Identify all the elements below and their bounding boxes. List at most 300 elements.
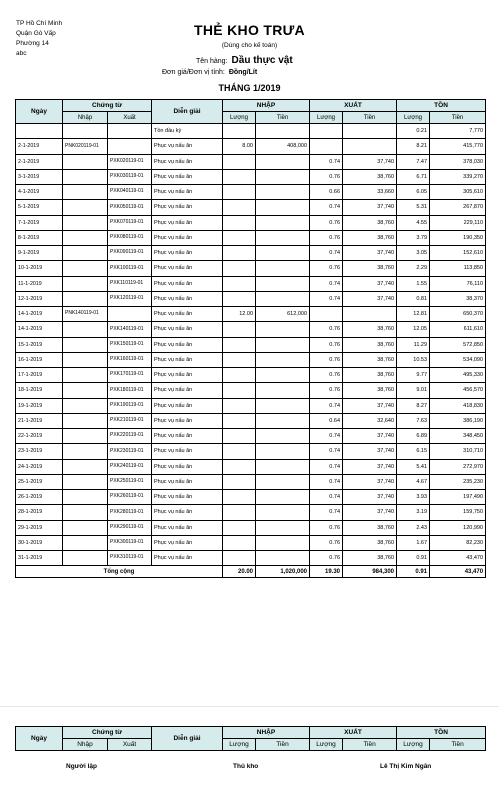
row-date: 14-1-2019 — [16, 322, 63, 337]
totals-export-amount: 984,300 — [343, 566, 397, 578]
row-import-amount — [256, 215, 310, 230]
row-balance-amount: 190,350 — [430, 230, 486, 245]
repeat-header-import-qty: Lượng — [223, 739, 256, 751]
row-import-voucher — [63, 383, 108, 398]
row-import-amount — [256, 398, 310, 413]
table-row — [16, 276, 486, 291]
period-month: THÁNG 1/2019 — [218, 83, 281, 93]
row-export-voucher: PXK170119-01 — [108, 368, 152, 383]
row-import-amount — [256, 535, 310, 550]
row-import-qty — [223, 215, 256, 230]
row-import-voucher — [63, 337, 108, 352]
row-balance-amount: 7,770 — [430, 124, 486, 139]
totals-row — [16, 566, 486, 578]
row-date: 2-1-2019 — [16, 139, 63, 154]
row-import-voucher — [63, 429, 108, 444]
row-date: 24-1-2019 — [16, 459, 63, 474]
row-date: 31-1-2019 — [16, 551, 63, 566]
row-import-voucher — [63, 490, 108, 505]
row-date: 8-1-2019 — [16, 230, 63, 245]
row-import-qty — [223, 429, 256, 444]
row-import-qty — [223, 474, 256, 489]
row-export-amount: 37,740 — [343, 444, 397, 459]
row-export-amount: 37,740 — [343, 398, 397, 413]
row-balance-amount: 418,830 — [430, 398, 486, 413]
row-date: 28-1-2019 — [16, 505, 63, 520]
totals-import-amount: 1,020,000 — [256, 566, 310, 578]
row-description: Phục vụ nấu ăn — [152, 398, 223, 413]
row-import-amount — [256, 337, 310, 352]
row-balance-amount: 378,030 — [430, 154, 486, 169]
row-balance-amount: 310,710 — [430, 444, 486, 459]
row-balance-amount: 113,850 — [430, 261, 486, 276]
row-balance-qty: 6.89 — [397, 429, 430, 444]
row-import-voucher — [63, 322, 108, 337]
document-subtitle: (Dùng cho kế toán) — [221, 42, 278, 49]
row-description: Phục vụ nấu ăn — [152, 139, 223, 154]
row-export-amount: 37,740 — [343, 200, 397, 215]
row-export-qty: 0.76 — [310, 215, 343, 230]
header-voucher-out: Xuất — [108, 112, 152, 124]
row-export-voucher: PXK070119-01 — [108, 215, 152, 230]
row-export-voucher: PXK240119-01 — [108, 459, 152, 474]
repeat-header-balance-amount: Tiền — [430, 739, 486, 751]
row-export-qty: 0.74 — [310, 459, 343, 474]
table-row — [16, 429, 486, 444]
row-import-voucher — [63, 413, 108, 428]
row-date: 4-1-2019 — [16, 185, 63, 200]
row-import-voucher — [63, 459, 108, 474]
row-export-amount: 38,760 — [343, 337, 397, 352]
row-export-voucher: PXK120119-01 — [108, 291, 152, 306]
row-import-voucher — [63, 398, 108, 413]
row-date: 11-1-2019 — [16, 276, 63, 291]
unit-line — [162, 69, 257, 76]
header-description: Diễn giải — [152, 100, 223, 124]
totals-label: Tổng cộng — [16, 566, 223, 578]
row-balance-qty: 3.05 — [397, 246, 430, 261]
row-description: Phục vụ nấu ăn — [152, 490, 223, 505]
table-row — [16, 474, 486, 489]
row-export-qty — [310, 139, 343, 154]
address-line-city: TP Hồ Chí Minh — [16, 20, 63, 27]
header-import-qty: Lượng — [223, 112, 256, 124]
row-balance-qty: 11.29 — [397, 337, 430, 352]
row-export-voucher — [108, 124, 152, 139]
row-export-voucher: PXK160119-01 — [108, 352, 152, 367]
row-import-voucher — [63, 261, 108, 276]
repeat-header-date: Ngày — [16, 727, 63, 751]
row-export-amount: 37,740 — [343, 459, 397, 474]
row-description: Phục vụ nấu ăn — [152, 474, 223, 489]
row-balance-amount: 339,270 — [430, 169, 486, 184]
row-export-qty — [310, 307, 343, 322]
row-import-voucher — [63, 520, 108, 535]
row-balance-amount: 82,230 — [430, 535, 486, 550]
repeated-header-table — [15, 726, 486, 751]
table-row — [16, 307, 486, 322]
row-description: Phục vụ nấu ăn — [152, 215, 223, 230]
row-balance-amount: 120,990 — [430, 520, 486, 535]
row-export-qty: 0.76 — [310, 368, 343, 383]
row-export-qty: 0.74 — [310, 154, 343, 169]
row-import-amount — [256, 230, 310, 245]
row-export-voucher: PXK300119-01 — [108, 535, 152, 550]
row-export-amount: 37,740 — [343, 429, 397, 444]
row-description: Phục vụ nấu ăn — [152, 444, 223, 459]
totals-export-qty: 19.30 — [310, 566, 343, 578]
row-import-voucher — [63, 124, 108, 139]
totals-import-qty: 20.00 — [223, 566, 256, 578]
row-import-voucher — [63, 474, 108, 489]
table-row — [16, 169, 486, 184]
row-export-qty: 0.76 — [310, 337, 343, 352]
row-balance-qty: 0.21 — [397, 124, 430, 139]
row-description: Phục vụ nấu ăn — [152, 246, 223, 261]
row-balance-qty: 6.71 — [397, 169, 430, 184]
row-description: Phục vụ nấu ăn — [152, 535, 223, 550]
table-row — [16, 246, 486, 261]
row-description: Phục vụ nấu ăn — [152, 383, 223, 398]
row-import-qty — [223, 230, 256, 245]
row-balance-qty: 7.47 — [397, 154, 430, 169]
row-export-qty: 0.76 — [310, 520, 343, 535]
row-import-qty — [223, 291, 256, 306]
row-export-qty: 0.64 — [310, 413, 343, 428]
repeat-header-voucher-in: Nhập — [63, 739, 108, 751]
row-export-amount: 33,660 — [343, 185, 397, 200]
row-date: 23-1-2019 — [16, 444, 63, 459]
row-export-qty: 0.76 — [310, 551, 343, 566]
row-import-voucher — [63, 230, 108, 245]
row-import-qty — [223, 551, 256, 566]
row-import-voucher — [63, 276, 108, 291]
table-row — [16, 505, 486, 520]
row-date: 3-1-2019 — [16, 169, 63, 184]
header-export-amount: Tiền — [343, 112, 397, 124]
row-import-qty — [223, 505, 256, 520]
header-import: NHẬP — [223, 100, 310, 112]
row-date: 17-1-2019 — [16, 368, 63, 383]
row-description: Phục vụ nấu ăn — [152, 368, 223, 383]
row-export-voucher: PXK250119-01 — [108, 474, 152, 489]
row-export-voucher: PXK040119-01 — [108, 185, 152, 200]
table-row — [16, 368, 486, 383]
row-export-amount: 38,760 — [343, 169, 397, 184]
unit-label: Đơn giá/Đơn vị tính: — [162, 69, 225, 76]
row-import-amount — [256, 368, 310, 383]
repeat-header-export-amount: Tiền — [343, 739, 397, 751]
totals-balance-qty: 0.91 — [397, 566, 430, 578]
row-import-qty — [223, 398, 256, 413]
row-import-amount — [256, 429, 310, 444]
row-export-qty: 0.76 — [310, 230, 343, 245]
row-import-qty — [223, 154, 256, 169]
header-voucher-in: Nhập — [63, 112, 108, 124]
row-import-voucher — [63, 215, 108, 230]
row-balance-amount: 197,490 — [430, 490, 486, 505]
row-export-voucher: PXK190119-01 — [108, 398, 152, 413]
row-export-amount: 37,740 — [343, 154, 397, 169]
repeat-header-import-amount: Tiền — [256, 739, 310, 751]
row-export-qty: 0.74 — [310, 276, 343, 291]
document-title: THẺ KHO TRƯA — [194, 22, 305, 38]
row-balance-amount: 386,190 — [430, 413, 486, 428]
row-export-qty: 0.74 — [310, 200, 343, 215]
page-divider — [0, 706, 499, 707]
table-row — [16, 459, 486, 474]
row-description: Phục vụ nấu ăn — [152, 169, 223, 184]
table-row — [16, 337, 486, 352]
row-import-voucher — [63, 551, 108, 566]
row-balance-qty: 8.27 — [397, 398, 430, 413]
row-description: Phục vụ nấu ăn — [152, 154, 223, 169]
unit-value: Đồng/Lít — [228, 69, 258, 76]
row-import-amount — [256, 505, 310, 520]
row-import-amount — [256, 322, 310, 337]
table-row — [16, 352, 486, 367]
table-row — [16, 444, 486, 459]
row-export-voucher: PXK230119-01 — [108, 444, 152, 459]
row-import-voucher — [63, 169, 108, 184]
row-date: 18-1-2019 — [16, 383, 63, 398]
table-row — [16, 291, 486, 306]
row-export-voucher: PXK180119-01 — [108, 383, 152, 398]
row-import-amount: 612,000 — [256, 307, 310, 322]
row-balance-qty: 12.05 — [397, 322, 430, 337]
row-export-voucher: PXK210119-01 — [108, 413, 152, 428]
row-export-amount — [343, 139, 397, 154]
repeat-header-export-qty: Lượng — [310, 739, 343, 751]
row-import-qty — [223, 368, 256, 383]
row-export-qty — [310, 124, 343, 139]
header-import-amount: Tiền — [256, 112, 310, 124]
row-import-voucher — [63, 505, 108, 520]
row-export-amount: 38,760 — [343, 352, 397, 367]
row-import-amount — [256, 352, 310, 367]
item-line — [196, 55, 293, 66]
row-import-qty — [223, 535, 256, 550]
row-import-amount — [256, 261, 310, 276]
header-balance: TỒN — [397, 100, 486, 112]
stock-ledger-table — [15, 99, 486, 578]
row-date: 10-1-2019 — [16, 261, 63, 276]
row-description: Phục vụ nấu ăn — [152, 307, 223, 322]
row-import-qty — [223, 490, 256, 505]
row-export-amount: 37,740 — [343, 490, 397, 505]
row-date: 2-1-2019 — [16, 154, 63, 169]
row-export-amount: 37,740 — [343, 276, 397, 291]
row-export-amount — [343, 307, 397, 322]
row-import-amount — [256, 383, 310, 398]
item-label: Tên hàng: — [196, 58, 228, 65]
header-date: Ngày — [16, 100, 63, 124]
header-balance-qty: Lượng — [397, 112, 430, 124]
table-row — [16, 520, 486, 535]
row-balance-qty: 5.41 — [397, 459, 430, 474]
row-import-amount — [256, 474, 310, 489]
row-import-qty — [223, 322, 256, 337]
row-import-qty — [223, 444, 256, 459]
repeat-header-balance: TỒN — [397, 727, 486, 739]
row-balance-qty: 3.79 — [397, 230, 430, 245]
row-export-amount: 37,740 — [343, 505, 397, 520]
row-import-voucher — [63, 154, 108, 169]
row-balance-qty: 12.81 — [397, 307, 430, 322]
row-date: 30-1-2019 — [16, 535, 63, 550]
row-export-amount: 38,760 — [343, 261, 397, 276]
row-export-qty: 0.76 — [310, 352, 343, 367]
table-row — [16, 185, 486, 200]
table-row — [16, 261, 486, 276]
row-import-amount — [256, 246, 310, 261]
item-value: Dầu thực vật — [231, 55, 293, 66]
row-description: Phục vụ nấu ăn — [152, 413, 223, 428]
row-balance-qty: 2.43 — [397, 520, 430, 535]
row-export-qty: 0.74 — [310, 429, 343, 444]
signature-name: Lê Thị Kim Ngân — [380, 763, 432, 770]
row-balance-amount: 38,370 — [430, 291, 486, 306]
row-export-amount: 38,760 — [343, 551, 397, 566]
row-export-amount: 38,760 — [343, 230, 397, 245]
row-export-voucher: PXK030119-01 — [108, 169, 152, 184]
table-row — [16, 398, 486, 413]
row-export-voucher: PXK140119-01 — [108, 322, 152, 337]
header-balance-amount: Tiền — [430, 112, 486, 124]
row-balance-qty: 6.05 — [397, 185, 430, 200]
address-line-district: Quận Gò Vấp — [16, 30, 56, 37]
row-export-voucher: PXK260119-01 — [108, 490, 152, 505]
row-description: Phục vụ nấu ăn — [152, 261, 223, 276]
row-import-voucher — [63, 291, 108, 306]
row-export-voucher — [108, 139, 152, 154]
row-import-qty — [223, 459, 256, 474]
row-import-qty — [223, 276, 256, 291]
row-export-amount: 38,760 — [343, 520, 397, 535]
table-row — [16, 154, 486, 169]
row-export-qty: 0.74 — [310, 246, 343, 261]
address-line-name: abc — [16, 50, 27, 57]
row-balance-qty: 9.77 — [397, 368, 430, 383]
row-export-qty: 0.76 — [310, 169, 343, 184]
row-export-voucher: PXK100119-01 — [108, 261, 152, 276]
row-balance-amount: 159,750 — [430, 505, 486, 520]
row-date: 5-1-2019 — [16, 200, 63, 215]
row-description: Phục vụ nấu ăn — [152, 551, 223, 566]
row-balance-amount: 235,230 — [430, 474, 486, 489]
row-balance-qty: 5.31 — [397, 200, 430, 215]
row-balance-amount: 495,330 — [430, 368, 486, 383]
header-export-qty: Lượng — [310, 112, 343, 124]
table-row — [16, 322, 486, 337]
row-import-qty — [223, 246, 256, 261]
table-row — [16, 413, 486, 428]
table-row — [16, 230, 486, 245]
table-row — [16, 535, 486, 550]
row-balance-amount: 43,470 — [430, 551, 486, 566]
row-import-voucher — [63, 352, 108, 367]
row-export-qty: 0.74 — [310, 474, 343, 489]
table-row — [16, 200, 486, 215]
row-export-voucher: PXK220119-01 — [108, 429, 152, 444]
row-import-qty — [223, 169, 256, 184]
row-export-voucher: PXK110119-01 — [108, 276, 152, 291]
row-import-qty — [223, 520, 256, 535]
row-export-qty: 0.74 — [310, 505, 343, 520]
row-export-voucher: PXK280119-01 — [108, 505, 152, 520]
row-date: 9-1-2019 — [16, 246, 63, 261]
header-voucher: Chứng từ — [63, 100, 152, 112]
row-import-amount — [256, 459, 310, 474]
row-balance-amount: 456,570 — [430, 383, 486, 398]
row-import-amount — [256, 276, 310, 291]
row-balance-qty: 1.67 — [397, 535, 430, 550]
row-export-amount: 38,760 — [343, 383, 397, 398]
row-description: Phục vụ nấu ăn — [152, 322, 223, 337]
header-export: XUẤT — [310, 100, 397, 112]
row-export-qty: 0.76 — [310, 261, 343, 276]
row-export-qty: 0.74 — [310, 490, 343, 505]
row-export-amount: 38,760 — [343, 535, 397, 550]
repeat-header-import: NHẬP — [223, 727, 310, 739]
row-date: 29-1-2019 — [16, 520, 63, 535]
row-description: Phục vụ nấu ăn — [152, 337, 223, 352]
row-date: 16-1-2019 — [16, 352, 63, 367]
repeat-header-voucher-out: Xuất — [108, 739, 152, 751]
row-import-qty: 8.00 — [223, 139, 256, 154]
table-row — [16, 551, 486, 566]
signature-storekeeper: Thủ kho — [233, 763, 259, 770]
repeat-header-balance-qty: Lượng — [397, 739, 430, 751]
row-balance-amount: 415,770 — [430, 139, 486, 154]
row-balance-qty: 0.91 — [397, 551, 430, 566]
row-balance-amount: 348,450 — [430, 429, 486, 444]
row-description: Tồn đầu kỳ — [152, 124, 223, 139]
row-import-amount — [256, 291, 310, 306]
row-import-amount — [256, 413, 310, 428]
row-balance-amount: 272,970 — [430, 459, 486, 474]
signature-preparer: Người lập — [66, 763, 97, 770]
row-import-amount — [256, 124, 310, 139]
row-balance-amount: 152,610 — [430, 246, 486, 261]
row-import-amount — [256, 185, 310, 200]
row-balance-qty: 7.63 — [397, 413, 430, 428]
row-import-amount — [256, 154, 310, 169]
row-import-qty — [223, 337, 256, 352]
row-description: Phục vụ nấu ăn — [152, 291, 223, 306]
row-import-amount — [256, 444, 310, 459]
row-balance-qty: 4.55 — [397, 215, 430, 230]
row-description: Phục vụ nấu ăn — [152, 230, 223, 245]
row-date: 15-1-2019 — [16, 337, 63, 352]
row-date: 26-1-2019 — [16, 490, 63, 505]
row-import-qty — [223, 261, 256, 276]
row-balance-amount: 611,610 — [430, 322, 486, 337]
row-export-qty: 0.74 — [310, 291, 343, 306]
row-date: 19-1-2019 — [16, 398, 63, 413]
table-row — [16, 215, 486, 230]
row-balance-amount: 572,850 — [430, 337, 486, 352]
row-export-voucher: PXK050119-01 — [108, 200, 152, 215]
row-balance-amount: 76,110 — [430, 276, 486, 291]
row-export-qty: 0.76 — [310, 322, 343, 337]
repeat-header-export: XUẤT — [310, 727, 397, 739]
row-balance-qty: 9.01 — [397, 383, 430, 398]
row-date: 25-1-2019 — [16, 474, 63, 489]
row-import-qty — [223, 383, 256, 398]
row-export-qty: 0.76 — [310, 383, 343, 398]
row-date: 12-1-2019 — [16, 291, 63, 306]
